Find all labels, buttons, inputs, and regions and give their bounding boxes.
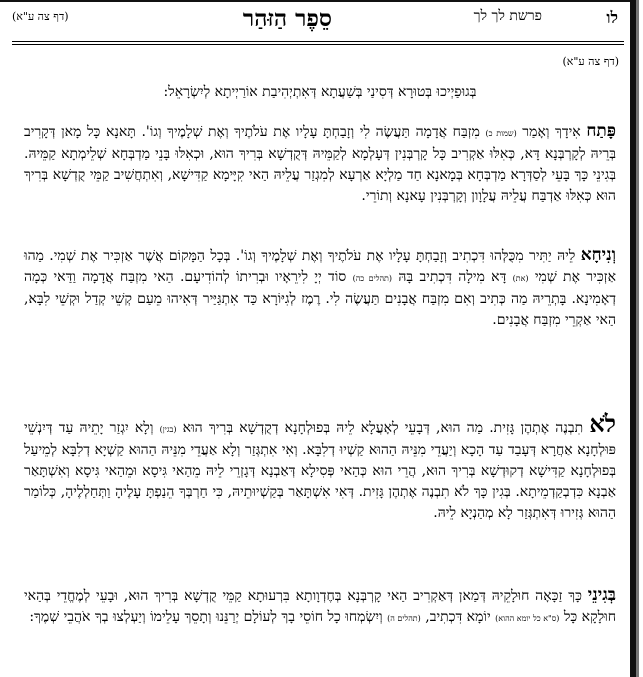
paragraph-text: דָּא מִילָה דִּכְתִיב בָּהּ	[392, 269, 513, 285]
opening-word: פָּתַח	[586, 121, 616, 141]
paragraph-text: יוֹמָא דִּכְתִיב,	[420, 609, 496, 625]
paragraph-text: מִזְבַּח אֲדָמָה תַּעֲשֶׂה לִי וְזָבַחְתָּ עָלָיו אֶת עֹלֹתֶיךָ וְאֶת שְׁלָמֶיךָ וְגוֹ'. תָּאנָא כָּל מָאן דְּקָרִיב בְּרֵיהּ לְקָרְבְּנָא דָּא, כְּאִלּוּ אַקְרִיב כָּל קָרְבְּנִין דְּעָלְמָא לְקַמֵּיהּ דְּקֻדְשָׁא בְּרִיךְ הוּא, וּכְאִלּוּ בָּנֵי מַדְבְּחָא שְׁלֵימְתָא קַמֵּיהּ. בְּגִינֵי כָּךְ בָּעֵי לְסַדְּרָא מַדְבְּחָא בְּמָאנָא חַד מַלְיָא אַרְעָא לְמִגְזַר עֲלֵיהּ הַאי קִיָּימָא קַדִּישָׁא, וְאִתְחֲשִׁיב קַמֵּי קֻדְשָׁא בְּרִיךְ הוּא כְּאִלּוּ אַדְבַּח עֲלֵיהּ עֲלָוָון וְקָרְבְּנִין עָאנָא וְתוֹרֵי.	[24, 124, 616, 204]
paragraph-text: וְלָא יִגְזַר יָתֵיהּ עַד דְּיִנְשֵׁי פּוּלְחָנָא אַחֲרָא דְּעָבַד עַד הָכָא וְיַעֲדֵי מִנֵּיהּ הַהוּא קַשְׁיוּ דְלִבָּא. וְאִי אִתְגְּזַר וְלָא אַעֲדֵי מִנֵּיהּ הַהוּא קַשְׁיָא דְלִבָּא לְמֵיעַל בְּפוּלְחָנָא קַדִּישָׁא דְקוּדְשָׁא בְּרִיךְ הוּא, הֲרֵי הוּא כְּהַאי פְּסִילָא דְּאַבְנָא דְּגָזְרֵי לֵיהּ מֵהַאי גִּיסָא וּמֵהַאי גִּיסָא וְאִשְׁתָּאַר אַבְנָא כִּדְבְקַדְמֵיתָא. בְּגִין כָּךְ לֹא תִבְנֶה אֶתְהֶן גָּזִית. דְּאִי אִשְׁתָּאַר בְּקַשְׁיוּתֵיהּ, כִּי חַרְבְּךָ הֵנַפְתָּ עָלֶיהָ וַתְּחַלְלֶיהָ, כְּלוֹמַר הַהוּא גְּזִירוּ דְּאִתְגְּזַר לָא מְהַנְיָא לֵיהּ.	[24, 420, 616, 521]
source-reference: (בגין)	[159, 425, 177, 434]
page-number: לו	[606, 8, 618, 27]
source-reference: (שמות כ)	[485, 129, 517, 138]
opening-word: וְנִיחָא	[580, 245, 616, 265]
header-daf-reference: (דף צה ע"א)	[12, 10, 69, 23]
paragraph-text: סוֹד יְיָ לִירֵאָיו וּבְרִיתוֹ לְהוֹדִיעָם. הַאי מִזְבַּח אֲדָמָה וַדַּאי כְּמָה דְאָמִינָא. בָּתְרֵיהּ מַה כְּתִיב וְאִם מִזְבַּח אֲבָנִים תַּעֲשֶׂה לִי. רֶמֶז לְגִיּוֹרָא כַּד אִתְגַּיַּיר דְּאִיהוּ מֵעַם קְשֵׁי קְדַל וּקְשֵׁי לִבָּא, הַאי אַקְרֵי מִזְבַּח אֲבָנִים.	[24, 269, 616, 328]
header-rule	[12, 41, 624, 42]
source-reference: (תהלים ה)	[387, 614, 421, 623]
paragraph-text: וְיִשְׂמְחוּ כָל חוֹסֵי בָךְ לְעוֹלָם יְרַנֵּנוּ וְתָסֵךְ עָלֵימוֹ וְיַעְלְצוּ בְךָ אֹהֲבֵי שְׁמֶךָ:	[29, 609, 388, 625]
opening-word: בְּגִינֵי	[587, 585, 616, 605]
paragraph-3	[24, 409, 617, 524]
source-reference: (ס"א כל יומא ההוא)	[495, 614, 560, 623]
paragraph-text: כָּךְ זַכָּאָה חוּלָקֵיהּ דְּמַאן דְּאַקְרִיב הַאי קָרְבְּנָא בְּחֶדְוָותָא בִּרְעוּתָא קַמֵּי קֻדְשָׁא בְּרִיךְ הוּא, וּבָעֵי לְמֶחֱדֵי בְּהַאי חוּלָקָא כָּל	[24, 588, 616, 625]
running-header	[8, 6, 622, 42]
paragraph-text: אִידָךְ וְאָמַר	[516, 124, 587, 140]
paragraph-1	[24, 121, 616, 207]
paragraph-text: לֵיהּ יַתִּיר מִכֻּלְּהוּ דִּכְתִיב וְזָבַחְתָּ עָלָיו אֶת עֹלֹתֶיךָ וְאֶת שְׁלָמֶיךָ וְגוֹ'. בְּכָל הַמָּקוֹם אֲשֶׁר אַזְכִּיר אֶת שְׁמִי. מַהוּ אַזְכִּיר אֶת שְׁמִי	[24, 248, 616, 285]
paragraph-4	[24, 585, 616, 629]
paragraph-2	[24, 245, 616, 331]
opening-word: לֹא	[589, 409, 617, 438]
header-rule-second	[12, 44, 624, 45]
source-reference: (תהלים כה)	[352, 274, 393, 283]
daf-marker: (דף צה ע"א)	[562, 55, 619, 68]
page-right-border	[630, 0, 636, 677]
parsha-name: פרשת לך לך	[473, 8, 542, 24]
intro-line: בְּגוּפַיְיכוּ בְּטוּרָא דְּסִינַי בְּשַׁעֲתָא דְּאִתְיְהִיבַת אוֹרַיְיתָא לְיִשְׂרָאֵל:	[163, 84, 477, 100]
paragraph-text: תִבְנֶה אֶתְהֶן גָּזִית. מַה הוּא, דְּבָעֵי לְאָעֲלָא לֵיהּ בְּפוּלְחָנָא דְקֻדְשָׁא בְּרִיךְ הוּא	[176, 420, 590, 436]
page-top-border	[0, 0, 630, 2]
book-title: סֵפֶר הַזּהַר	[242, 5, 332, 32]
source-reference: (את)	[512, 274, 529, 283]
